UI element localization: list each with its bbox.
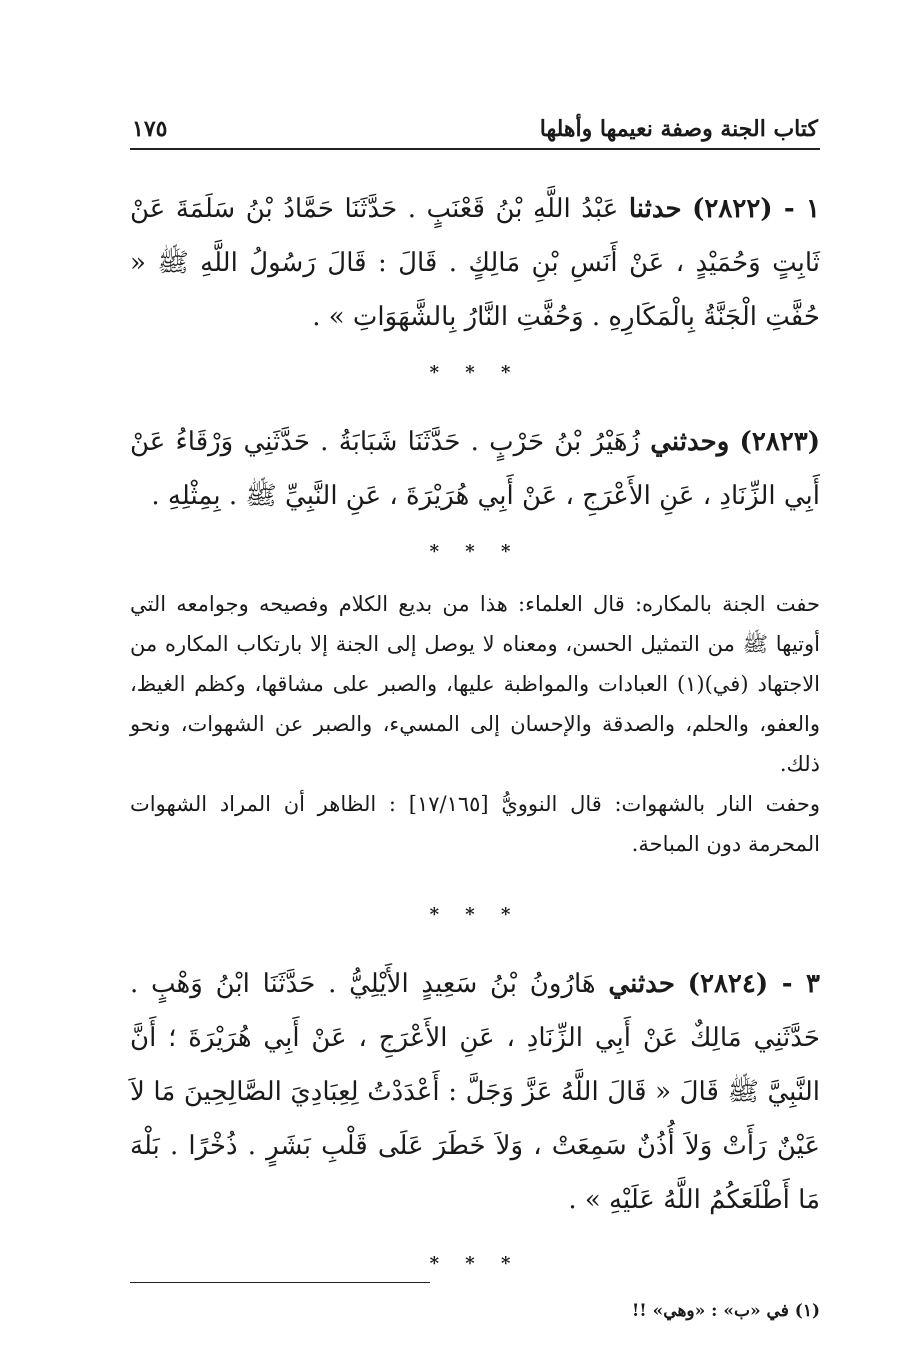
hadith-verb: وحدثني xyxy=(650,427,730,457)
hadith-number: ١ - (٢٨٢٢) xyxy=(692,194,821,224)
separator: * * * xyxy=(429,541,521,562)
commentary-paragraph: حفت الجنة بالمكاره: قال العلماء: هذا من بديع الكلام وفصيحه وجوامعه التي أوتيها ﷺ من التمثيل الحسن، ومعناه لا يوصل إلى الجنة إلا بارتكاب المكاره من الاجتهاد (في)(١) العبادات والمواظبة عليها، والصبر على مشاقها، وكظم الغيظ، والعفو، والحلم، والصدقة والإحسان إلى المسيء، والصبر عن الشهوات، ونحو ذلك. xyxy=(130,592,820,776)
hadith-number: ٣ - (٢٨٢٤) xyxy=(687,969,821,999)
footnote-rule xyxy=(130,1282,430,1283)
separator: * * * xyxy=(429,904,521,925)
commentary-paragraph: وحفت النار بالشهوات: قال النوويُّ [١٧/١٦٥] : الظاهر أن المراد الشهوات المحرمة دون المباحة. xyxy=(130,792,820,856)
running-title: كتاب الجنة وصفة نعيمها وأهلها xyxy=(539,116,818,142)
hadith-verb: حدثنا xyxy=(628,194,682,224)
separator: * * * xyxy=(429,1253,521,1274)
hadith-number: (٢٨٢٣) xyxy=(739,427,821,457)
hadith-2823 xyxy=(130,415,820,523)
hadith-text: هَارُونُ بْنُ سَعِيدٍ الأَيْلِيُّ . حَدَّثَنَا ابْنُ وَهْبٍ . حَدَّثَنِي مَالِكٌ عَنْ أَبِي الزِّنَادِ ، عَنِ الأَعْرَجِ ، عَنْ أَبِي هُرَيْرَةَ ؛ أَنَّ النَّبِيَّ ﷺ قَالَ « قَالَ اللَّهُ عَزَّ وَجَلَّ : أَعْدَدْتُ لِعِبَادِيَ الصَّالِحِينَ مَا لاَ عَيْنٌ رَأَتْ وَلاَ أُذُنٌ سَمِعَتْ ، وَلاَ خَطَرَ عَلَى قَلْبِ بَشَرٍ . ذُخْرًا . بَلْهَ مَا أَطْلَعَكُمُ اللَّهُ عَلَيْهِ » . xyxy=(130,969,820,1215)
page-number: ١٧٥ xyxy=(132,116,168,142)
page xyxy=(130,110,820,1326)
hadith-2824 xyxy=(130,957,820,1227)
hadith-2822 xyxy=(130,182,820,344)
hadith-text: زُهَيْرُ بْنُ حَرْبٍ . حَدَّثَنَا شَبَابَةُ . حَدَّثَنِي وَرْقَاءُ عَنْ أَبِي الزِّنَادِ ، عَنِ الأَعْرَجِ ، عَنْ أَبِي هُرَيْرَةَ ، عَنِ النَّبِيِّ ﷺ . بِمِثْلِهِ . xyxy=(130,427,820,511)
hadith-text: عَبْدُ اللَّهِ بْنُ قَعْنَبٍ . حَدَّثَنَا حَمَّادُ بْنُ سَلَمَةَ عَنْ ثَابِتٍ وَحُمَيْدٍ ، عَنْ أَنَسِ بْنِ مَالِكٍ . قَالَ : قَالَ رَسُولُ اللَّهِ ﷺ « حُفَّتِ الْجَنَّةُ بِالْمَكَارِهِ . وَحُفَّتِ النَّارُ بِالشَّهَوَاتِ » . xyxy=(130,194,820,332)
commentary xyxy=(130,584,820,864)
running-header xyxy=(130,110,820,150)
footnote-area xyxy=(130,1282,820,1326)
footnote: (١) في «ب» : «وهي» !! xyxy=(631,1301,820,1321)
separator: * * * xyxy=(429,362,521,383)
hadith-verb: حدثني xyxy=(608,969,675,999)
